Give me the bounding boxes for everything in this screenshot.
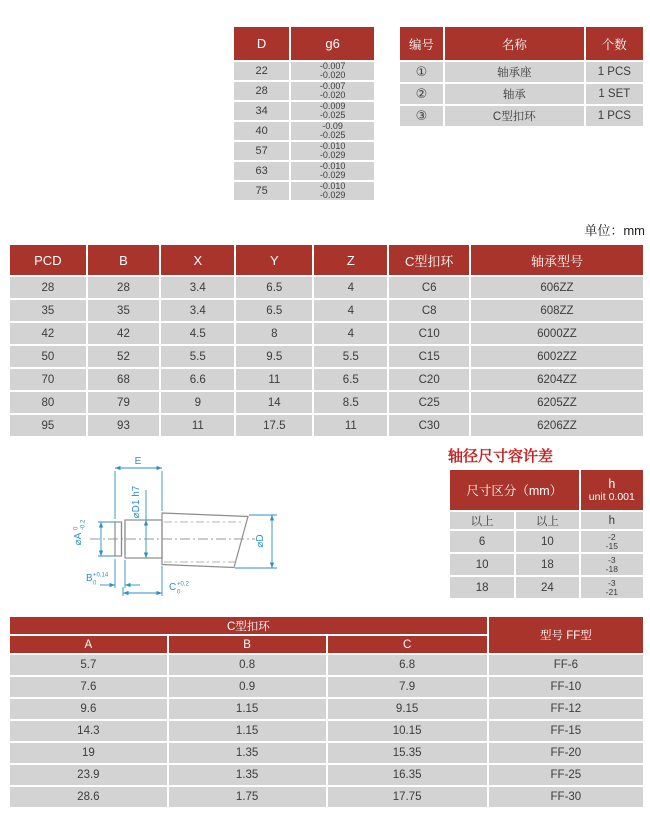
col-header-y: Y	[236, 245, 312, 275]
table-row	[234, 182, 374, 200]
cell: 19	[10, 743, 167, 763]
cell-to: 24	[516, 577, 578, 598]
col-header-g6: g6	[291, 27, 374, 60]
table-row	[10, 721, 643, 741]
table-row	[450, 577, 643, 598]
cell-g6	[291, 82, 374, 100]
cell: 3.4	[161, 300, 234, 321]
cell-from: 10	[450, 554, 514, 575]
subheader-h: h	[581, 512, 643, 529]
cell-d: 63	[234, 162, 289, 180]
table-row	[10, 300, 643, 321]
table-header-row	[400, 27, 643, 60]
cell: 35	[10, 300, 86, 321]
col-header-model: 型号 FF型	[489, 617, 643, 653]
shaft-outline	[115, 513, 248, 568]
cell: 28	[88, 277, 159, 298]
tol-lower: -21	[605, 586, 618, 597]
table-row	[450, 554, 643, 575]
tol-upper: -0.010	[319, 141, 346, 151]
cell-no: ①	[400, 62, 443, 82]
dim-a	[73, 519, 115, 556]
table-row	[234, 62, 374, 80]
cell-no: ③	[400, 106, 443, 126]
table-row	[10, 743, 643, 763]
subheader-over: 以上	[450, 512, 514, 529]
cell: 9.15	[328, 699, 487, 719]
dim-label-b-tol-upper: +0.14	[93, 572, 109, 579]
cell-from: 6	[450, 531, 514, 552]
cell: 6002ZZ	[471, 346, 643, 367]
dim-label-c-tol-upper: +0.2	[177, 581, 189, 588]
dim-b	[86, 559, 140, 588]
dim-label-a: ⌀A	[73, 532, 84, 546]
table-row	[10, 346, 643, 367]
cell: FF-30	[489, 787, 643, 807]
col-header-b: B	[169, 636, 326, 653]
col-header-a: A	[10, 636, 167, 653]
cring-table	[8, 615, 645, 809]
dim-label-b-tol-lower: 0	[93, 580, 97, 587]
cell: 8.5	[314, 392, 387, 413]
cell: 7.6	[10, 677, 167, 697]
cell: C20	[389, 369, 468, 390]
cell-d: 75	[234, 182, 289, 200]
cell: 0.8	[169, 655, 326, 675]
col-header-z: Z	[314, 245, 387, 275]
cell: 6.5	[236, 277, 312, 298]
cell: C25	[389, 392, 468, 413]
table-row	[10, 392, 643, 413]
col-header-qty: 个数	[586, 27, 643, 60]
cell-tol	[581, 554, 643, 575]
cell: 9.6	[10, 699, 167, 719]
shaft-tolerance-table	[448, 468, 645, 600]
tol-lower: -15	[605, 540, 618, 551]
cell-d: 28	[234, 82, 289, 100]
cell: 11	[314, 415, 387, 436]
bearing-spec-table	[8, 243, 645, 438]
dim-label-a-tol-lower: -0.2	[80, 519, 87, 530]
dim-d1	[131, 485, 146, 558]
cell: 6.8	[328, 655, 487, 675]
table-header-row	[234, 27, 374, 60]
cell: 6.5	[236, 300, 312, 321]
cell-name: 轴承	[445, 84, 584, 104]
cell: 6.6	[161, 369, 234, 390]
cell: 3.4	[161, 277, 234, 298]
cell: 28	[10, 277, 86, 298]
col-header-b: B	[88, 245, 159, 275]
col-header-no: 编号	[400, 27, 443, 60]
tol-lower: -0.029	[319, 190, 346, 200]
table-subheader-row	[450, 512, 643, 529]
col-header-model: 轴承型号	[471, 245, 643, 275]
table-row	[10, 415, 643, 436]
cell: 17.75	[328, 787, 487, 807]
cell-to: 18	[516, 554, 578, 575]
cell: C8	[389, 300, 468, 321]
col-header-x: X	[161, 245, 234, 275]
tol-upper: -0.09	[322, 121, 343, 131]
cell-g6	[291, 162, 374, 180]
cell-tol	[581, 577, 643, 598]
table-row	[10, 323, 643, 344]
tol-upper: -0.007	[319, 61, 346, 71]
d-g6-table	[232, 25, 376, 202]
unit-label: 单位：mm	[584, 223, 645, 238]
cell: 1.15	[169, 699, 326, 719]
cell: FF-15	[489, 721, 643, 741]
col-header-pcd: PCD	[10, 245, 86, 275]
cell: 6205ZZ	[471, 392, 643, 413]
cell: 16.35	[328, 765, 487, 785]
cell: 608ZZ	[471, 300, 643, 321]
tol-upper: -3	[608, 578, 616, 588]
cell: 4	[314, 323, 387, 344]
cell: 50	[10, 346, 86, 367]
cell-name: 轴承座	[445, 62, 584, 82]
cell: 14.3	[10, 721, 167, 741]
cell: 0.9	[169, 677, 326, 697]
cell-d: 34	[234, 102, 289, 120]
cell: FF-25	[489, 765, 643, 785]
cell: 9	[161, 392, 234, 413]
cell: 70	[10, 369, 86, 390]
col-header-h-unit	[581, 470, 643, 510]
table-row	[234, 162, 374, 180]
cell-g6	[291, 122, 374, 140]
tol-lower: -18	[605, 563, 618, 574]
cell: 11	[236, 369, 312, 390]
table-row	[400, 106, 643, 126]
col-header-cring: C型扣环	[389, 245, 468, 275]
cell-to: 10	[516, 531, 578, 552]
cell-qty: 1 PCS	[586, 62, 643, 82]
cell-d: 22	[234, 62, 289, 80]
cell: 6.5	[314, 369, 387, 390]
cell: 52	[88, 346, 159, 367]
cell-qty: 1 SET	[586, 84, 643, 104]
dim-label-a-tol-upper: 0	[73, 526, 80, 530]
tol-upper: -2	[608, 532, 616, 542]
col-header-name: 名称	[445, 27, 584, 60]
cell: 80	[10, 392, 86, 413]
cell-d: 40	[234, 122, 289, 140]
unit-label-small: unit 0.001	[588, 491, 635, 503]
cell: 15.35	[328, 743, 487, 763]
cell-tol	[581, 531, 643, 552]
dim-label-d: ⌀D	[255, 534, 266, 548]
cell: 23.9	[10, 765, 167, 785]
table-row	[400, 84, 643, 104]
tol-lower: -0.025	[319, 130, 346, 140]
cell: 4	[314, 300, 387, 321]
cell-g6	[291, 102, 374, 120]
cell: FF-12	[489, 699, 643, 719]
table-header-row	[10, 245, 643, 275]
table-row	[234, 102, 374, 120]
cell: 93	[88, 415, 159, 436]
cell-qty: 1 PCS	[586, 106, 643, 126]
cell: 4	[314, 277, 387, 298]
cell: 11	[161, 415, 234, 436]
tolerance-section-title: 轴径尺寸容许差	[448, 448, 554, 465]
cell: C15	[389, 346, 468, 367]
parts-list-table	[398, 25, 645, 128]
dim-label-c-tol-lower: 0	[177, 589, 181, 596]
tol-lower: -0.029	[319, 170, 346, 180]
cell: 42	[10, 323, 86, 344]
cell-name: C型扣环	[445, 106, 584, 126]
table-row	[10, 765, 643, 785]
subheader-over: 以上	[516, 512, 578, 529]
table-header-row	[10, 617, 643, 634]
cell: 6000ZZ	[471, 323, 643, 344]
cell: 10.15	[328, 721, 487, 741]
cell: 28.6	[10, 787, 167, 807]
cell: C30	[389, 415, 468, 436]
cell-g6	[291, 182, 374, 200]
col-header-d: D	[234, 27, 289, 60]
shaft-drawing-svg	[50, 445, 390, 615]
cell-d: 57	[234, 142, 289, 160]
cell: C6	[389, 277, 468, 298]
table-row	[10, 677, 643, 697]
dim-label-b: B	[86, 573, 93, 584]
table-row	[10, 369, 643, 390]
cell: 7.9	[328, 677, 487, 697]
dimension-drawing	[50, 445, 390, 615]
h-label: h	[608, 477, 616, 491]
cell: 606ZZ	[471, 277, 643, 298]
table-row	[10, 699, 643, 719]
table-row	[450, 531, 643, 552]
dim-label-d1: ⌀D1 h7	[131, 485, 142, 519]
table-row	[10, 787, 643, 807]
dim-label-c: C	[169, 582, 177, 593]
cell: 1.35	[169, 743, 326, 763]
cell: 9.5	[236, 346, 312, 367]
dim-c	[123, 566, 190, 596]
cell: C10	[389, 323, 468, 344]
cell: 5.7	[10, 655, 167, 675]
cell: FF-10	[489, 677, 643, 697]
cell: 4.5	[161, 323, 234, 344]
col-header-size-range: 尺寸区分（mm）	[450, 470, 579, 510]
cell: 5.5	[314, 346, 387, 367]
tol-upper: -0.010	[319, 181, 346, 191]
cell: 95	[10, 415, 86, 436]
tol-lower: -0.020	[319, 90, 346, 100]
cell: 17.5	[236, 415, 312, 436]
table-header-row	[450, 470, 643, 510]
table-row	[234, 82, 374, 100]
cell-g6	[291, 62, 374, 80]
tol-lower: -0.020	[319, 70, 346, 80]
tol-lower: -0.029	[319, 150, 346, 160]
dim-label-e: E	[134, 456, 142, 467]
cell: 6206ZZ	[471, 415, 643, 436]
cell: 6204ZZ	[471, 369, 643, 390]
table-row	[400, 62, 643, 82]
table-row	[234, 122, 374, 140]
tol-upper: -0.009	[319, 101, 346, 111]
cell: 1.75	[169, 787, 326, 807]
cell: FF-6	[489, 655, 643, 675]
cell: 42	[88, 323, 159, 344]
cell: 1.35	[169, 765, 326, 785]
cell: 8	[236, 323, 312, 344]
tol-upper: -0.007	[319, 81, 346, 91]
cell: 35	[88, 300, 159, 321]
cell: 5.5	[161, 346, 234, 367]
cell-no: ②	[400, 84, 443, 104]
table-row	[10, 277, 643, 298]
cell: 68	[88, 369, 159, 390]
cell-from: 18	[450, 577, 514, 598]
col-header-c: C	[328, 636, 487, 653]
group-header-cring: C型扣环	[10, 617, 487, 634]
tol-upper: -3	[608, 555, 616, 565]
cell: 1.15	[169, 721, 326, 741]
cell: FF-20	[489, 743, 643, 763]
tol-upper: -0.010	[319, 161, 346, 171]
table-row	[234, 142, 374, 160]
cell: 14	[236, 392, 312, 413]
cell-g6	[291, 142, 374, 160]
tol-lower: -0.025	[319, 110, 346, 120]
cell: 79	[88, 392, 159, 413]
table-row	[10, 655, 643, 675]
